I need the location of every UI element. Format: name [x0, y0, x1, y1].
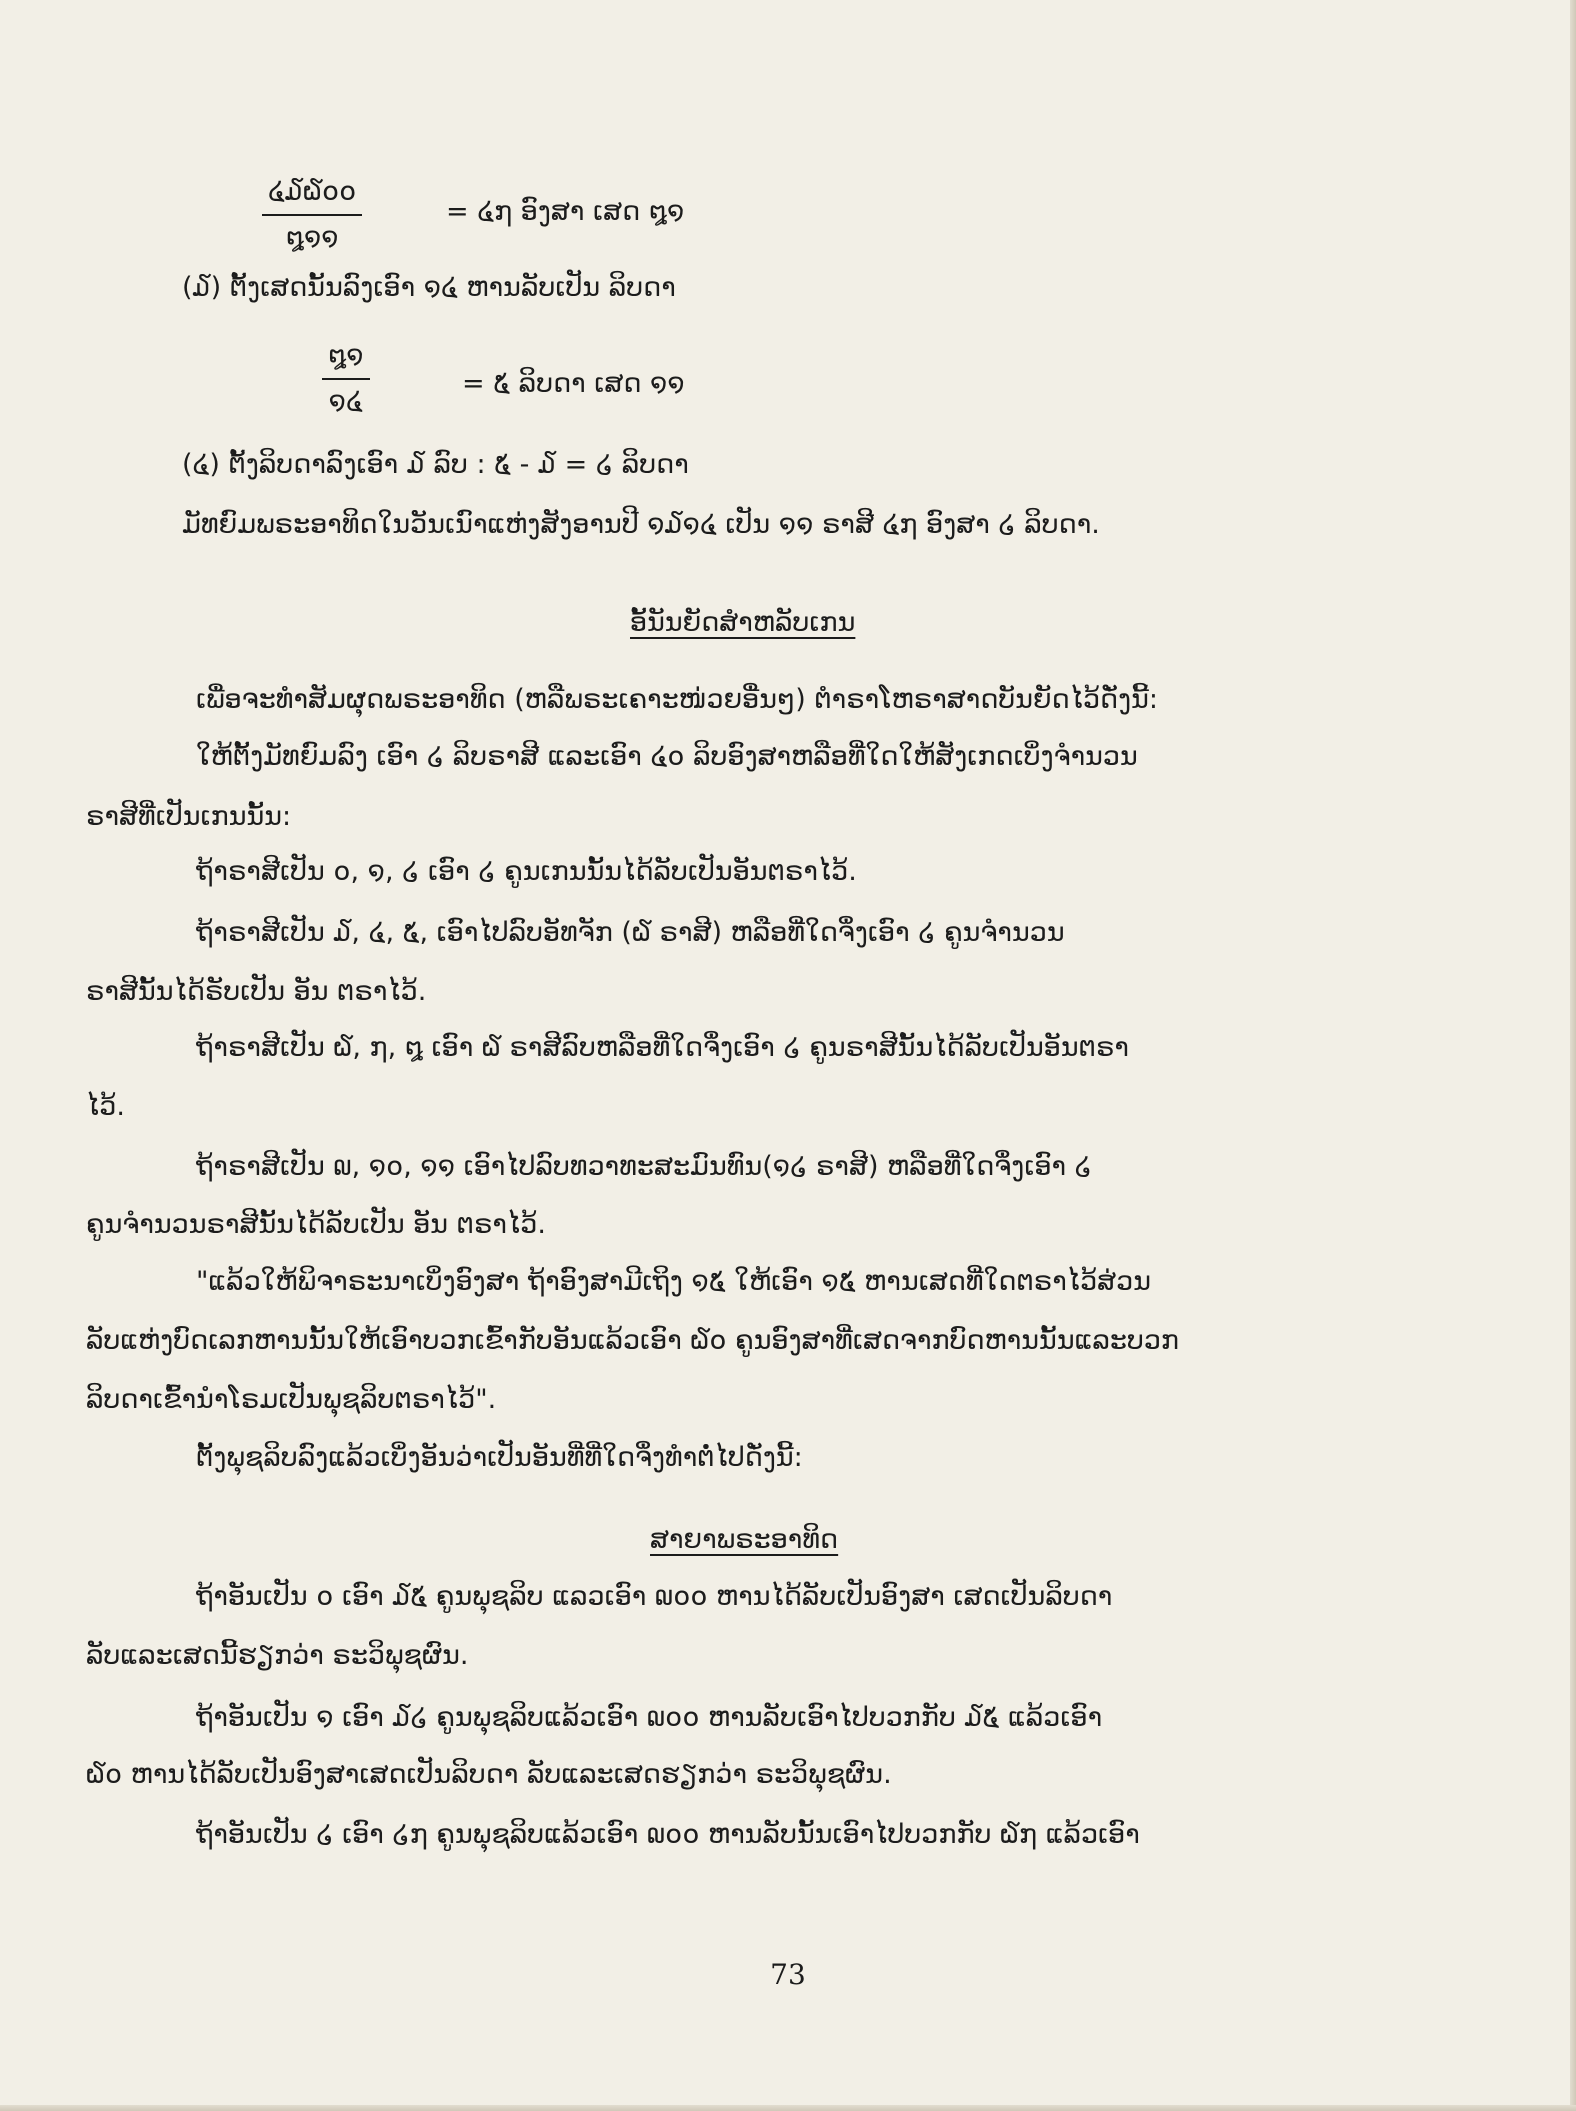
fraction-numerator: ໘໑ [322, 336, 370, 380]
paragraph-line: ຖ້າຣາສີເປັນ ໐, ໑, ໒ ເອົາ ໒ ຄູນເກນນັ້ນໄດ້ລັບເປັນອັນຕຣາໄວ້. [196, 856, 857, 887]
fraction-1 [262, 172, 362, 258]
paragraph-line: ໄວ້. [86, 1091, 125, 1122]
paragraph-line: ຕັ້ງພຸຊລິບລົງແລ້ວເບິ່ງອັນວ່າເປັນອັນທີ່ທີ່ໃດຈຶ່ງທຳຕໍ່ໄປດັ່ງນີ້: [196, 1442, 803, 1473]
paragraph-line: ໖໐ ຫານໄດ້ລັບເປັນອົງສາເສດເປັນລິບດາ ລັບແລະເສດຮຽກວ່າ ຣະວິພຸຊຜົນ. [86, 1759, 892, 1790]
paragraph-line: ລິບດາເຂົ້ານຳໂຣມເປັນພຸຊລິບຕຣາໄວ້". [86, 1384, 497, 1415]
paragraph-line: ຣາສີທີ່ເປັນເກນນັ້ນ: [86, 801, 292, 832]
paragraph-line: ຖ້າອັນເປັນ ໒ ເອົາ ໒໗ ຄູນພຸຊລິບແລ້ວເອົາ ໙໐໐ ຫານລັບນັ້ນເອົາໄປບວກກັບ ໖໗ ແລ້ວເອົາ [196, 1819, 1140, 1850]
calc-summary: ມັທຍົມພຣະອາທິດໃນວັນເນົາແຫ່ງສັງອານປີ ໑໓໑໔ ເປັນ ໑໑ ຣາສີ ໔໗ ອົງສາ ໒ ລິບດາ. [182, 509, 1100, 540]
section-heading: ອັ້ນັນຍັດສຳຫລັບເກນ [630, 607, 856, 638]
page-edge [1570, 0, 1576, 2111]
paragraph-line: "ແລ້ວໃຫ້ພິຈາຣະນາເບິ່ງອົງສາ ຖ້າອົງສາມີເຖິງ ໑໕ ໃຫ້ເອົາ ໑໕ ຫານເສດທີ່ໃດຕຣາໄວ້ສ່ວນ [196, 1266, 1151, 1297]
calc-step-3: (໓) ຕັ້ງເສດນັ້ນລົງເອົາ ໑໔ ຫານລັບເປັນ ລິບດາ [182, 272, 676, 303]
paragraph-line: ໃຫ້ຕັ້ງມັທຍົມລົງ ເອົາ ໒ ລິບຣາສີ ແລະເອົາ ໔໐ ລິບອົງສາຫລືອທີ່ໃດໃຫ້ສັງເກດເບິ່ງຈຳນວນ [196, 741, 1138, 772]
paragraph-line: ເພື່ອຈະທຳສັມຜຸດພຣະອາທິດ (ຫລືພຣະເຄາະໜ່ວຍອື່ນໆ) ຕຳຣາໂຫຣາສາດບັນຍັດໄວ້ດັ່ງນີ້: [196, 684, 1159, 715]
fraction-2-result: = ໕ ລິບດາ ເສດ ໑໑ [462, 368, 685, 399]
fraction-denominator: ໑໔ [328, 386, 363, 417]
paragraph-line: ຄູນຈຳນວນຣາສີນັ້ນໄດ້ລັບເປັນ ອັນ ຕຣາໄວ້. [86, 1209, 546, 1240]
fraction-numerator: ໔໓໖໐໐ [262, 172, 362, 216]
calc-step-4: (໔) ຕັ້ງລິບດາລົງເອົາ ໓ ລົບ : ໕ - ໓ = ໒ ລິບດາ [182, 449, 689, 480]
paragraph-line: ຖ້າຣາສີເປັນ ໖, ໗, ໘ ເອົາ ໖ ຣາສີລົບຫລືອທີ່ໃດຈຶ່ງເອົາ ໒ ຄູນຣາສີນັ້ນໄດ້ລັບເປັນອັນຕຣາ [196, 1032, 1129, 1063]
paragraph-line: ຖ້າອັນເປັນ ໐ ເອົາ ໓໕ ຄູນພຸຊລິບ ແລວເອົາ ໙໐໐ ຫານໄດ້ລັບເປັນອົງສາ ເສດເປັນລິບດາ [196, 1581, 1113, 1612]
page-number: 73 [770, 1958, 806, 1991]
paragraph-line: ຣາສີນັ້ນໄດ້ຣັບເປັນ ອັນ ຕຣາໄວ້. [86, 976, 427, 1007]
fraction-1-result: = ໔໗ ອົງສາ ເສດ ໘໑ [446, 196, 685, 227]
paragraph-line: ລັບແລະເສດນີ້ຮຽກວ່າ ຣະວິພຸຊຜົນ. [86, 1640, 469, 1671]
fraction-2 [322, 336, 370, 422]
paragraph-line: ຖ້າຣາສີເປັນ ໓, ໔, ໕, ເອົາໄປລົບອັທຈັກ (໖ ຣາສີ) ຫລືອທີ່ໃດຈຶ່ງເອົາ ໒ ຄູນຈຳນວນ [196, 917, 1065, 948]
section-heading: ສາຍາພຣະອາທິດ [650, 1524, 839, 1555]
fraction-denominator: ໘໑໑ [285, 222, 339, 253]
paragraph-line: ຖ້າອັນເປັນ ໑ ເອົາ ໓໒ ຄູນພຸຊລິບແລ້ວເອົາ ໙໐໐ ຫານລັບເອົາໄປບວກກັບ ໓໕ ແລ້ວເອົາ [196, 1702, 1103, 1733]
page-edge [0, 2105, 1576, 2111]
paragraph-line: ຖ້າຣາສີເປັນ ໙, ໑໐, ໑໑ ເອົາໄປລົບທວາທະສະມົນທົນ(໑໒ ຣາສີ) ຫລືອທີ່ໃດຈຶ່ງເອົາ ໒ [196, 1151, 1092, 1182]
paragraph-line: ລັບແຫ່ງບົດເລກຫານນັ້ນໃຫ້ເອົາບວກເຂົ້າກັບອັນແລ້ວເອົາ ໖໐ ຄູນອົງສາທີ່ເສດຈາກບົດຫານນັ້ນແລະບວກ [86, 1325, 1180, 1356]
